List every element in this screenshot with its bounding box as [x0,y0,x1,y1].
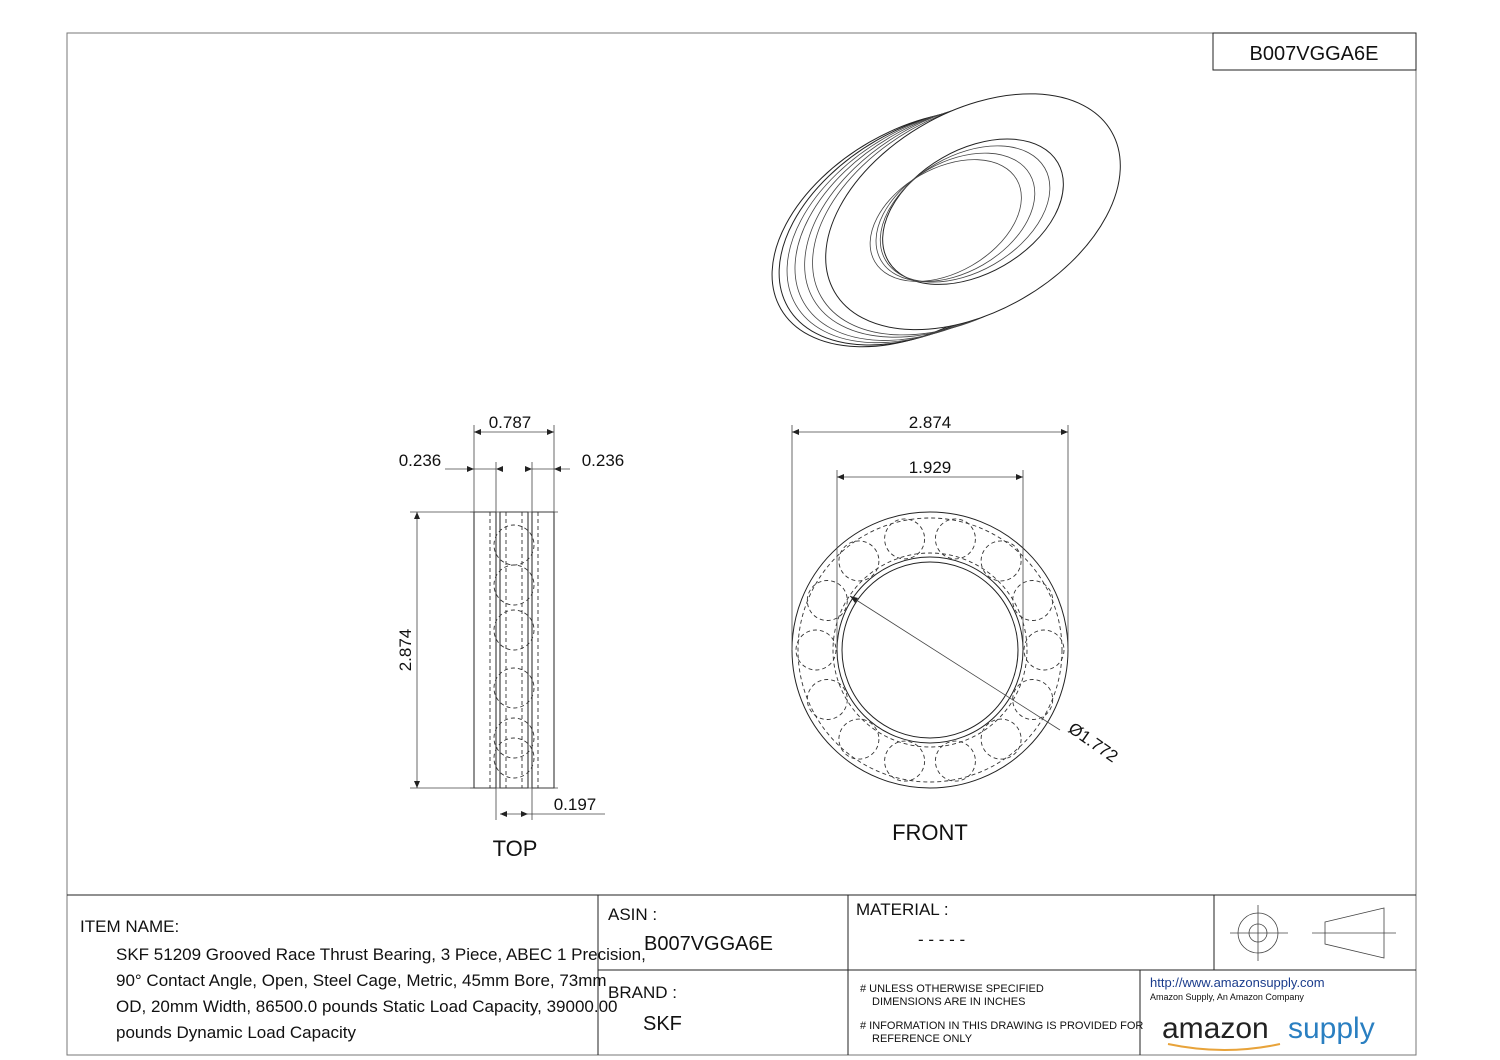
front-ball [1013,581,1053,621]
asin-value: B007VGGA6E [644,933,773,955]
top-view-label: TOP [492,836,538,861]
item-name-line-4: pounds Dynamic Load Capacity [116,1023,357,1042]
dim-top-height: 2.874 [396,628,415,672]
dim-front-inner: 1.929 [908,458,952,477]
material-value: - - - - - [918,930,966,949]
front-ball [839,541,879,581]
material-label: MATERIAL : [856,900,949,919]
item-name-label: ITEM NAME: [80,917,180,936]
title-block [67,895,1416,1055]
isometric-view [731,35,1162,406]
part-number-box [1213,33,1416,70]
front-ball [807,680,847,720]
front-ball [935,519,975,559]
front-bore-circle [842,562,1018,738]
top-view-left-washer [474,512,496,788]
front-ball [1024,630,1064,670]
logo-amazon-text: amazon [1162,1012,1269,1045]
company-name: Amazon Supply, An Amazon Company [1150,992,1304,1002]
front-ball [839,719,879,759]
front-ball [807,581,847,621]
front-inner-circle [837,557,1023,743]
note-reference-line-1: # INFORMATION IN THIS DRAWING IS PROVIDED FOR [860,1020,1144,1032]
dim-front-outer: 2.874 [908,413,952,432]
front-view-balls [796,519,1064,781]
asin-label: ASIN : [608,905,658,924]
item-name-line-1: SKF 51209 Grooved Race Thrust Bearing, 3 Piece, ABEC 1 Precision, [116,945,646,964]
front-ball [796,630,836,670]
brand-label: BRAND : [608,983,677,1002]
front-ball [885,741,925,781]
front-ball [981,541,1021,581]
front-view-label: FRONT [892,820,968,845]
dim-top-right: 0.236 [581,451,625,470]
item-name-line-2: 90° Contact Angle, Open, Steel Cage, Metric, 45mm Bore, 73mm [116,971,607,990]
top-view-right-washer [532,512,554,788]
brand-value: SKF [643,1013,682,1035]
front-ball [935,741,975,781]
note-reference-line-2: REFERENCE ONLY [872,1033,973,1045]
part-number: B007VGGA6E [1249,43,1379,65]
logo-supply-text: supply [1288,1012,1375,1045]
front-ball [885,519,925,559]
note-units-line-1: # UNLESS OTHERWISE SPECIFIED [860,983,1044,995]
dim-top-left: 0.236 [398,451,442,470]
dim-front-bore: Ø1.772 [1064,718,1122,767]
front-view [792,413,1121,845]
front-ball [1013,680,1053,720]
note-units-line-2: DIMENSIONS ARE IN INCHES [872,996,1026,1008]
front-ball [981,719,1021,759]
top-view [396,413,624,861]
dim-top-width: 0.787 [488,413,532,432]
amazonsupply-url[interactable]: http://www.amazonsupply.com [1150,975,1325,990]
projection-symbol [1230,905,1396,961]
dim-top-bottom: 0.197 [553,795,597,814]
amazonsupply-logo [1162,1012,1375,1050]
item-name-line-3: OD, 20mm Width, 86500.0 pounds Static Load Capacity, 39000.00 [116,997,618,1016]
